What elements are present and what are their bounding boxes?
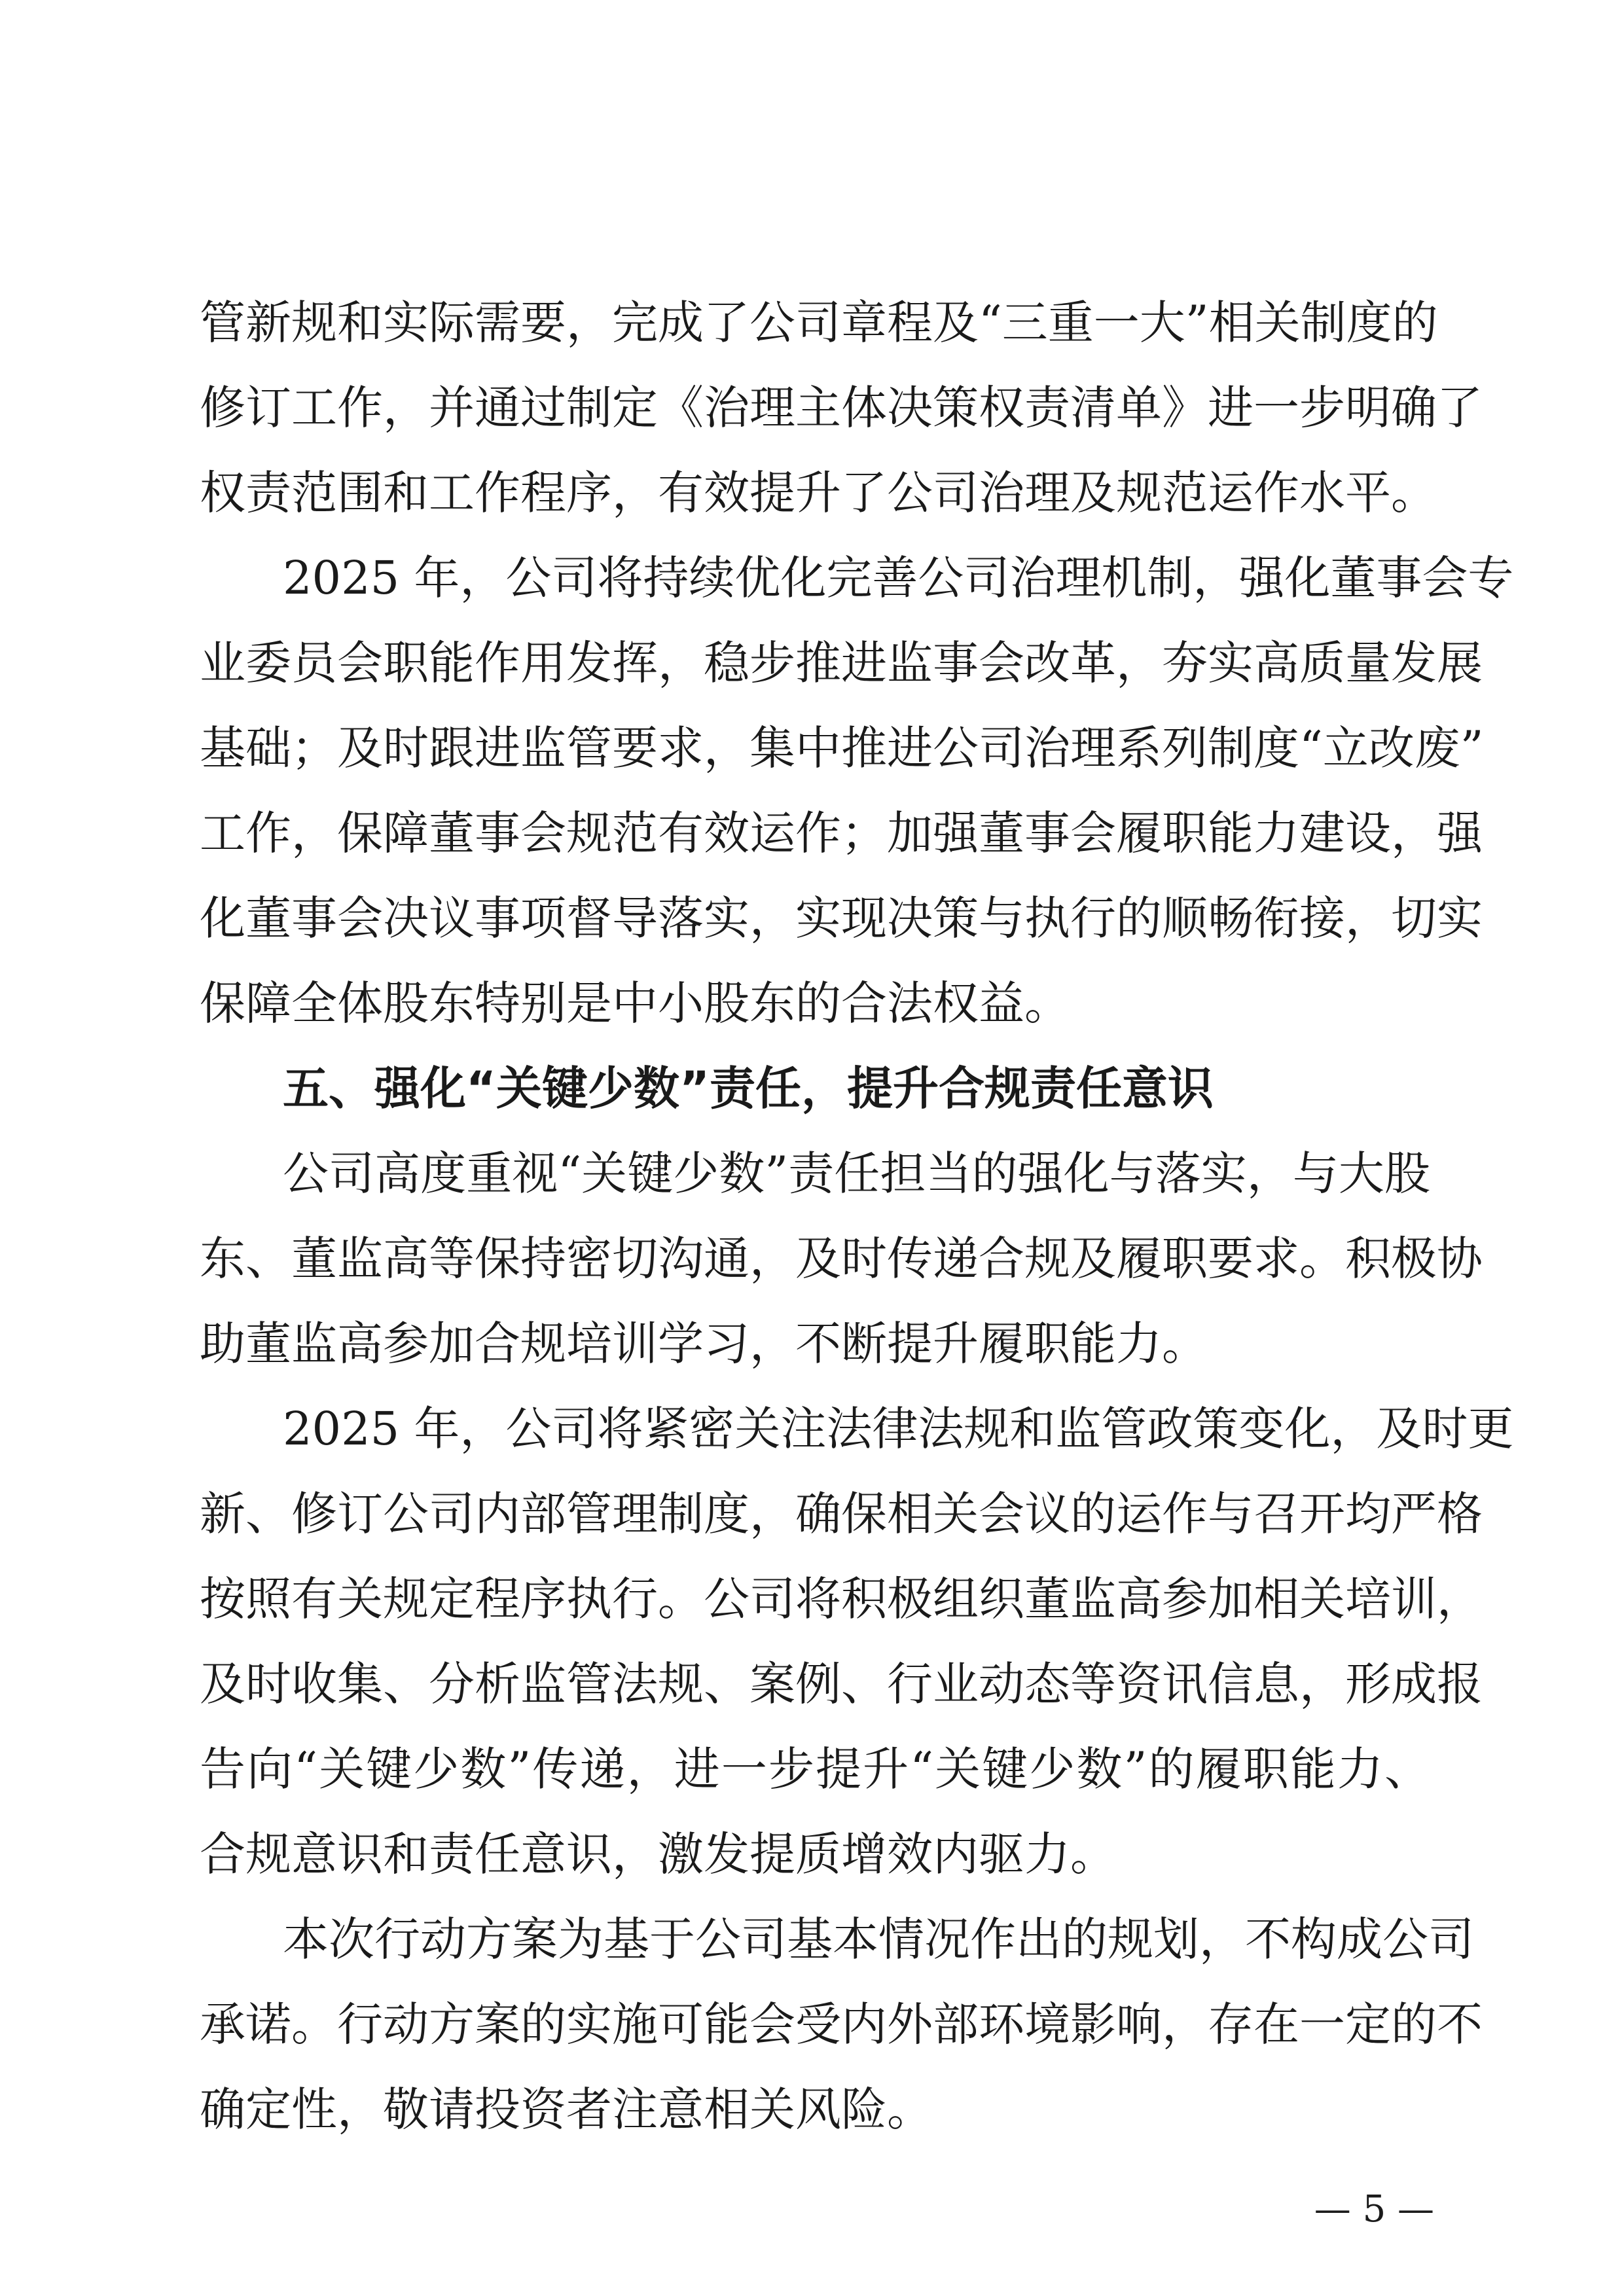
- page-number: — 5 —: [1314, 2188, 1434, 2231]
- paragraph-4-line-1: 2025 年，公司将紧密关注法律法规和监管政策变化，及时更: [283, 1402, 1514, 1456]
- paragraph-3-line-1: 公司高度重视“关键少数”责任担当的强化与落实，与大股: [283, 1147, 1430, 1200]
- paragraph-5-line-1: 本次行动方案为基于公司基本情况作出的规划，不构成公司: [283, 1912, 1474, 1966]
- paragraph-1-line-3: 权责范围和工作程序，有效提升了公司治理及规范运作水平。: [200, 466, 1437, 520]
- paragraph-4-line-4: 及时收集、分析监管法规、案例、行业动态等资讯信息，形成报: [200, 1657, 1483, 1711]
- paragraph-2-line-2: 业委员会职能作用发挥，稳步推进监事会改革，夯实高质量发展: [200, 636, 1483, 690]
- paragraph-2-line-3: 基础；及时跟进监管要求，集中推进公司治理系列制度“立改废”: [200, 721, 1484, 775]
- paragraph-1-line-1: 管新规和实际需要，完成了公司章程及“三重一大”相关制度的: [200, 296, 1438, 350]
- paragraph-4-line-3: 按照有关规定程序执行。公司将积极组织董监高参加相关培训，: [200, 1572, 1483, 1626]
- paragraph-5-line-3: 确定性，敬请投资者注意相关风险。: [200, 2083, 933, 2136]
- paragraph-2-line-5: 化董事会决议事项督导落实，实现决策与执行的顺畅衔接，切实: [200, 891, 1483, 945]
- section-heading: 五、强化“关键少数”责任，提升合规责任意识: [283, 1062, 1214, 1115]
- paragraph-4-line-5: 告向“关键少数”传递，进一步提升“关键少数”的履职能力、: [200, 1742, 1430, 1796]
- paragraph-4-line-2: 新、修订公司内部管理制度，确保相关会议的运作与召开均严格: [200, 1487, 1483, 1541]
- paragraph-5-line-2: 承诺。行动方案的实施可能会受内外部环境影响，存在一定的不: [200, 1998, 1483, 2051]
- paragraph-1-line-2: 修订工作，并通过制定《治理主体决策权责清单》进一步明确了: [200, 381, 1483, 435]
- paragraph-2-line-4: 工作，保障董事会规范有效运作；加强董事会履职能力建设，强: [200, 806, 1483, 860]
- paragraph-4-line-6: 合规意识和责任意识，激发提质增效内驱力。: [200, 1827, 1116, 1881]
- paragraph-3-line-3: 助董监高参加合规培训学习，不断提升履职能力。: [200, 1317, 1208, 1371]
- paragraph-3-line-2: 东、董监高等保持密切沟通，及时传递合规及履职要求。积极协: [200, 1232, 1483, 1285]
- paragraph-2-line-1: 2025 年，公司将持续优化完善公司治理机制，强化董事会专: [283, 551, 1514, 605]
- paragraph-2-line-6: 保障全体股东特别是中小股东的合法权益。: [200, 977, 1070, 1030]
